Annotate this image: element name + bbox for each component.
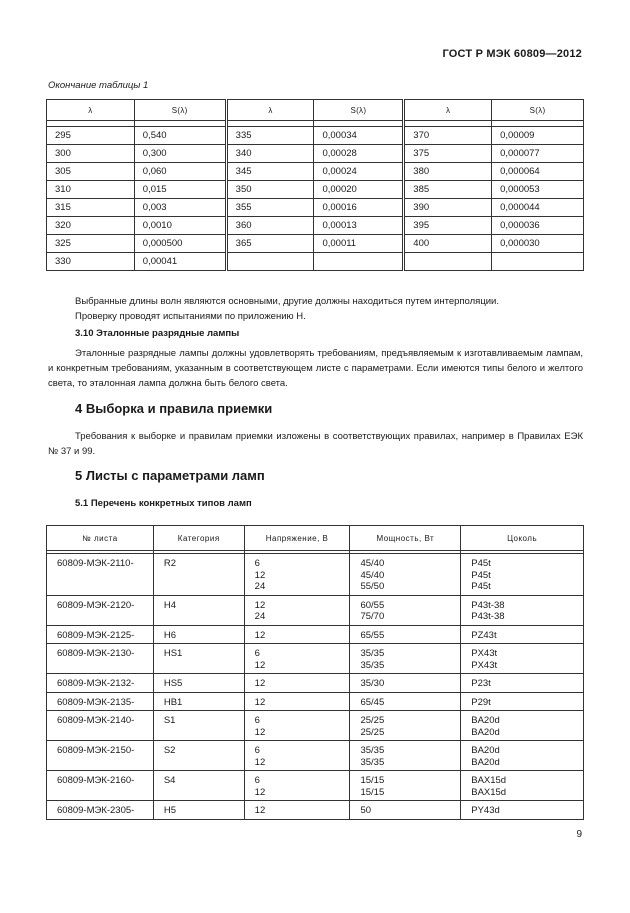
power-line: 50	[360, 805, 372, 816]
table-row	[47, 741, 584, 771]
weight-value-cell	[314, 253, 404, 271]
wavelength-cell: 360	[226, 217, 314, 235]
base-line: P43t-38	[471, 611, 505, 622]
section-4-heading: 4 Выборка и правила приемки	[75, 401, 273, 416]
voltage-cell	[244, 595, 350, 625]
wavelength-cell	[404, 253, 492, 271]
sheet-number-cell: 60809-МЭК-2120-	[47, 595, 154, 625]
power-line: 45/40	[360, 558, 385, 569]
wavelength-cell: 350	[226, 181, 314, 199]
wavelength-cell: 300	[47, 145, 135, 163]
category-cell: HB1	[153, 692, 244, 711]
power-cell	[350, 692, 461, 711]
spectral-weighting-table	[46, 99, 584, 271]
table-row	[47, 711, 584, 741]
table-row	[47, 217, 584, 235]
section-5-heading: 5 Листы с параметрами ламп	[75, 468, 265, 483]
wavelength-cell: 355	[226, 199, 314, 217]
power-line: 35/30	[360, 678, 385, 689]
sheet-number-cell: 60809-МЭК-2140-	[47, 711, 154, 741]
weight-value-cell: 0,00011	[314, 235, 404, 253]
weight-value-cell: 0,000077	[492, 145, 584, 163]
table-row	[47, 595, 584, 625]
power-line: 60/55	[360, 599, 385, 611]
base-line: P29t	[471, 696, 491, 708]
voltage-line: 12	[254, 659, 266, 671]
base-cell	[461, 554, 584, 596]
wavelength-cell: 330	[47, 253, 135, 271]
weight-value-cell: 0,000044	[492, 199, 584, 217]
base-line: PZ43t	[471, 629, 497, 641]
voltage-cell	[244, 801, 350, 820]
table-row	[47, 692, 584, 711]
wavelength-cell: 390	[404, 199, 492, 217]
interpolation-note: Выбранные длины волн являются основными, другие должны находиться путем интерполяции.	[75, 296, 500, 307]
power-cell	[350, 644, 461, 674]
wavelength-cell: 380	[404, 163, 492, 181]
power-line: 25/25	[360, 715, 385, 726]
weight-value-cell: 0,00009	[492, 127, 584, 145]
power-cell	[350, 741, 461, 771]
base-line: P45t	[471, 558, 491, 569]
voltage-line: 24	[254, 581, 266, 592]
weight-value-cell: 0,00028	[314, 145, 404, 163]
table-caption: Окончание таблицы 1	[48, 80, 149, 91]
section-4-body: Требования к выборке и правилам приемки изложены в соответствующих правилах, например в Правилах ЕЭК № 37 и 99.	[48, 431, 583, 457]
weight-value-cell: 0,000064	[492, 163, 584, 181]
section-3-10-heading: 3.10 Эталонные разрядные лампы	[75, 328, 240, 339]
table-header-row	[47, 100, 584, 121]
section-5-1-heading: 5.1 Перечень конкретных типов ламп	[75, 498, 252, 509]
base-cell	[461, 595, 584, 625]
power-line: 45/40	[360, 569, 385, 581]
wavelength-cell: 395	[404, 217, 492, 235]
lamp-types-table	[46, 525, 584, 820]
base-line: BA20d	[471, 726, 500, 738]
col-header-weight: S(λ)	[134, 100, 226, 121]
base-line: BAX15d	[471, 775, 507, 786]
weight-value-cell: 0,300	[134, 145, 226, 163]
wavelength-cell: 385	[404, 181, 492, 199]
power-cell	[350, 554, 461, 596]
wavelength-cell	[226, 253, 314, 271]
table-row	[47, 199, 584, 217]
wavelength-cell: 315	[47, 199, 135, 217]
voltage-line: 12	[254, 696, 266, 708]
table-row	[47, 801, 584, 820]
power-cell	[350, 674, 461, 693]
wavelength-cell: 305	[47, 163, 135, 181]
table-header-row	[47, 526, 584, 551]
col-header-base: Цоколь	[461, 526, 584, 551]
weight-value-cell: 0,00024	[314, 163, 404, 181]
power-cell	[350, 711, 461, 741]
weight-value-cell: 0,540	[134, 127, 226, 145]
power-line: 35/35	[360, 659, 385, 671]
sheet-number-cell: 60809-МЭК-2150-	[47, 741, 154, 771]
voltage-cell	[244, 741, 350, 771]
base-cell	[461, 711, 584, 741]
sheet-number-cell: 60809-МЭК-2130-	[47, 644, 154, 674]
voltage-cell	[244, 554, 350, 596]
wavelength-cell: 295	[47, 127, 135, 145]
voltage-line: 12	[254, 786, 266, 798]
power-line: 75/70	[360, 611, 385, 622]
wavelength-cell: 345	[226, 163, 314, 181]
base-cell	[461, 801, 584, 820]
weight-value-cell: 0,00013	[314, 217, 404, 235]
voltage-line: 12	[254, 726, 266, 738]
power-line: 15/15	[360, 775, 385, 786]
wavelength-cell: 365	[226, 235, 314, 253]
voltage-cell	[244, 692, 350, 711]
wavelength-cell: 325	[47, 235, 135, 253]
voltage-line: 6	[254, 648, 260, 659]
sheet-number-cell: 60809-МЭК-2135-	[47, 692, 154, 711]
weight-value-cell: 0,000500	[134, 235, 226, 253]
voltage-line: 12	[254, 805, 266, 816]
base-cell	[461, 625, 584, 644]
col-header-power: Мощность, Вт	[350, 526, 461, 551]
test-reference-note: Проверку проводят испытаниями по приложению Н.	[75, 311, 306, 322]
base-line: PY43d	[471, 805, 500, 816]
power-line: 65/55	[360, 629, 385, 641]
voltage-line: 6	[254, 745, 260, 756]
sheet-number-cell: 60809-МЭК-2132-	[47, 674, 154, 693]
category-cell: S2	[153, 741, 244, 771]
category-cell: HS1	[153, 644, 244, 674]
voltage-cell	[244, 625, 350, 644]
table-row	[47, 145, 584, 163]
wavelength-cell: 320	[47, 217, 135, 235]
voltage-line: 6	[254, 775, 260, 786]
sheet-number-cell: 60809-МЭК-2305-	[47, 801, 154, 820]
voltage-line: 12	[254, 678, 266, 689]
weight-value-cell: 0,0010	[134, 217, 226, 235]
document-code: ГОСТ Р МЭК 60809—2012	[442, 48, 582, 60]
col-header-weight: S(λ)	[492, 100, 584, 121]
sheet-number-cell: 60809-МЭК-2110-	[47, 554, 154, 596]
weight-value-cell: 0,060	[134, 163, 226, 181]
voltage-line: 12	[254, 569, 266, 581]
power-line: 35/35	[360, 745, 385, 756]
weight-value-cell: 0,000036	[492, 217, 584, 235]
category-cell: H4	[153, 595, 244, 625]
table-row	[47, 127, 584, 145]
base-cell	[461, 771, 584, 801]
weight-value-cell: 0,000053	[492, 181, 584, 199]
page-number: 9	[576, 829, 582, 840]
category-cell: HS5	[153, 674, 244, 693]
power-cell	[350, 595, 461, 625]
power-line: 35/35	[360, 756, 385, 768]
weight-value-cell	[492, 253, 584, 271]
voltage-line: 12	[254, 629, 266, 641]
voltage-line: 24	[254, 611, 266, 622]
col-header-category: Категория	[153, 526, 244, 551]
category-cell: S1	[153, 711, 244, 741]
voltage-line: 6	[254, 715, 260, 726]
col-header-sheet: № листа	[47, 526, 154, 551]
weight-value-cell: 0,015	[134, 181, 226, 199]
sheet-number-cell: 60809-МЭК-2125-	[47, 625, 154, 644]
voltage-line: 12	[254, 756, 266, 768]
base-cell	[461, 644, 584, 674]
table-row	[47, 771, 584, 801]
power-line: 35/35	[360, 648, 385, 659]
wavelength-cell: 310	[47, 181, 135, 199]
table-row	[47, 163, 584, 181]
section-3-10-body: Эталонные разрядные лампы должны удовлетворять требованиям, предъявляемым к изготавливаемым лампам, и конкретным требованиям, указанным в соответствующем листе с параметрами. Если имеются типы белого и желтого света, то эталонная лампа должна быть белого света.	[48, 348, 583, 389]
wavelength-cell: 370	[404, 127, 492, 145]
table-row	[47, 181, 584, 199]
sheet-number-cell: 60809-МЭК-2160-	[47, 771, 154, 801]
category-cell: H6	[153, 625, 244, 644]
col-header-wavelength: λ	[47, 100, 135, 121]
category-cell: S4	[153, 771, 244, 801]
weight-value-cell: 0,003	[134, 199, 226, 217]
base-line: P43t-38	[471, 599, 505, 611]
col-header-voltage: Напряжение, В	[244, 526, 350, 551]
voltage-cell	[244, 771, 350, 801]
base-cell	[461, 692, 584, 711]
weight-value-cell: 0,00041	[134, 253, 226, 271]
table-row	[47, 253, 584, 271]
voltage-cell	[244, 711, 350, 741]
voltage-cell	[244, 644, 350, 674]
base-line: P45t	[471, 569, 491, 581]
weight-value-cell: 0,00034	[314, 127, 404, 145]
table-row	[47, 235, 584, 253]
wavelength-cell: 400	[404, 235, 492, 253]
base-line: P45t	[471, 581, 491, 592]
table-row	[47, 625, 584, 644]
table-row	[47, 644, 584, 674]
weight-value-cell: 0,000030	[492, 235, 584, 253]
table-row	[47, 554, 584, 596]
wavelength-cell: 335	[226, 127, 314, 145]
power-cell	[350, 771, 461, 801]
base-cell	[461, 741, 584, 771]
base-line: PX43t	[471, 659, 498, 671]
voltage-line: 6	[254, 558, 260, 569]
voltage-line: 12	[254, 599, 266, 611]
base-line: BA20d	[471, 756, 500, 768]
category-cell: H5	[153, 801, 244, 820]
power-line: 55/50	[360, 581, 385, 592]
col-header-wavelength: λ	[404, 100, 492, 121]
base-cell	[461, 674, 584, 693]
voltage-cell	[244, 674, 350, 693]
base-line: BA20d	[471, 745, 500, 756]
base-line: BA20d	[471, 715, 500, 726]
wavelength-cell: 375	[404, 145, 492, 163]
power-line: 65/45	[360, 696, 385, 708]
weight-value-cell: 0,00016	[314, 199, 404, 217]
base-line: BAX15d	[471, 786, 507, 798]
col-header-weight: S(λ)	[314, 100, 404, 121]
power-line: 15/15	[360, 786, 385, 798]
wavelength-cell: 340	[226, 145, 314, 163]
base-line: P23t	[471, 678, 491, 689]
weight-value-cell: 0,00020	[314, 181, 404, 199]
power-cell	[350, 625, 461, 644]
power-line: 25/25	[360, 726, 385, 738]
power-cell	[350, 801, 461, 820]
category-cell: R2	[153, 554, 244, 596]
col-header-wavelength: λ	[226, 100, 314, 121]
table-row	[47, 674, 584, 693]
base-line: PX43t	[471, 648, 498, 659]
